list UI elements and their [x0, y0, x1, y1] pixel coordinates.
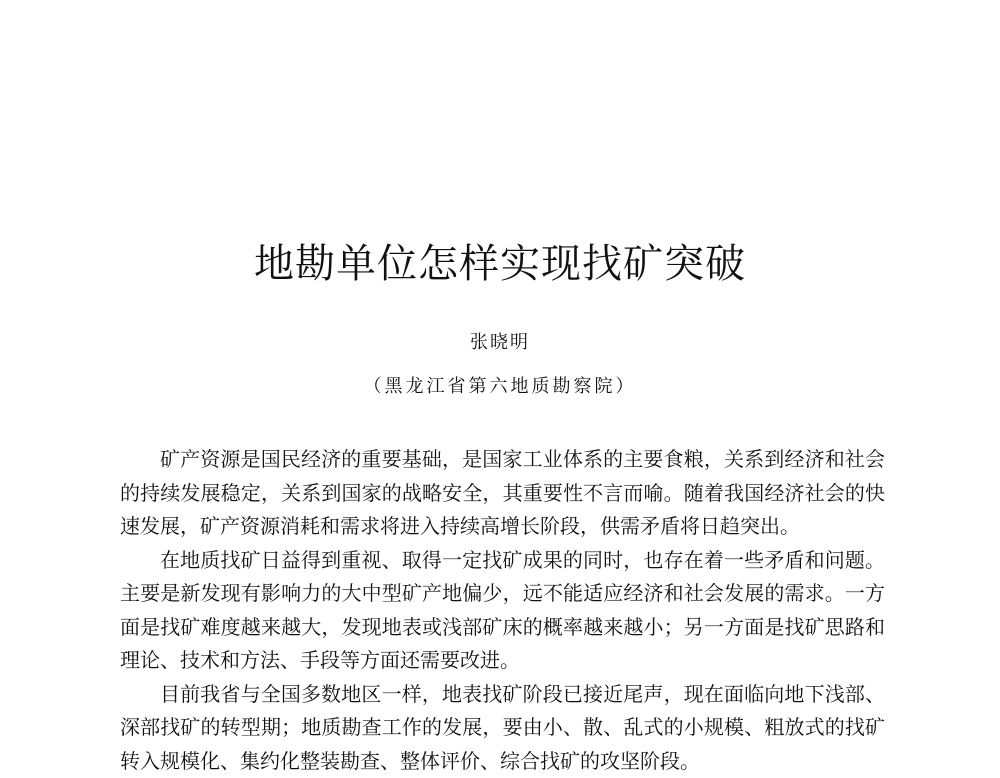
- paragraph: 目前我省与全国多数地区一样，地表找矿阶段已接近尾声，现在面临向地下浅部、深部找矿的转型期；地质勘查工作的发展，要由小、散、乱式的小规模、粗放式的找矿转入规模化、集约化整装勘查、整体评价、综合找矿的攻坚阶段。: [120, 678, 885, 778]
- paragraph: 矿产资源是国民经济的重要基础，是国家工业体系的主要食粮，关系到经济和社会的持续发展稳定，关系到国家的战略安全，其重要性不言而喻。随着我国经济社会的快速发展，矿产资源消耗和需求将进入持续高增长阶段，供需矛盾将日趋突出。: [120, 443, 885, 544]
- paragraph: 在地质找矿日益得到重视、取得一定找矿成果的同时，也存在着一些矛盾和问题。主要是新发现有影响力的大中型矿产地偏少，远不能适应经济和社会发展的需求。一方面是找矿难度越来越大，发现地表或浅部矿床的概率越来越小；另一方面是找矿思路和理论、技术和方法、手段等方面还需要改进。: [120, 544, 885, 678]
- paper-title: 地勘单位怎样实现找矿突破: [0, 236, 1000, 292]
- author-affiliation: （黑龙江省第六地质勘察院）: [0, 374, 1000, 400]
- author-name: 张晓明: [0, 330, 1000, 356]
- body-text: [120, 443, 885, 778]
